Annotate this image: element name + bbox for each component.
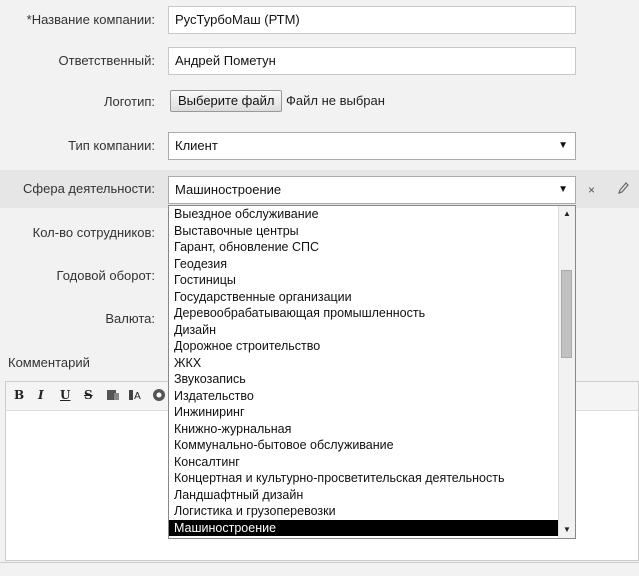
link-icon[interactable] bbox=[152, 388, 166, 405]
clear-icon[interactable]: × bbox=[588, 183, 596, 197]
dropdown-option[interactable]: Деревообрабатывающая промышленность bbox=[174, 306, 426, 320]
pencil-icon[interactable] bbox=[617, 181, 629, 198]
dropdown-option[interactable]: Выставочные центры bbox=[174, 223, 299, 238]
dropdown-option[interactable]: Гостиницы bbox=[174, 273, 236, 287]
dropdown-option[interactable]: Инжиниринг bbox=[174, 405, 245, 419]
file-status-text: Файл не выбран bbox=[286, 93, 385, 108]
dropdown-option[interactable]: Коммунально-бытовое обслуживание bbox=[174, 438, 394, 452]
annual-turnover-label: Годовой оборот: bbox=[56, 268, 155, 283]
logo-label: Логотип: bbox=[103, 94, 155, 109]
scroll-up-icon[interactable]: ▲ bbox=[563, 209, 571, 218]
dropdown-option[interactable]: Выездное обслуживание bbox=[174, 207, 319, 221]
dropdown-option[interactable]: Книжно-журнальная bbox=[174, 421, 292, 436]
bold-button[interactable]: B bbox=[14, 388, 25, 402]
dropdown-option[interactable]: Логистика и грузоперевозки bbox=[174, 504, 336, 518]
responsible-row bbox=[0, 47, 639, 75]
responsible-input[interactable]: Андрей Пометун bbox=[168, 47, 576, 75]
strikethrough-button[interactable]: S bbox=[84, 388, 93, 402]
dropdown-option[interactable]: Дизайн bbox=[174, 322, 217, 337]
dropdown-option[interactable]: Консалтинг bbox=[174, 454, 240, 469]
responsible-label: Ответственный: bbox=[58, 53, 155, 68]
company-type-label: Тип компании: bbox=[68, 138, 155, 153]
svg-text:A: A bbox=[134, 391, 141, 402]
chevron-down-icon: ▼ bbox=[558, 140, 568, 151]
company-name-input[interactable]: РусТурбоМаш (РТМ) bbox=[168, 6, 576, 34]
company-name-label: *Название компании: bbox=[26, 12, 155, 27]
industry-dropdown-list[interactable] bbox=[168, 205, 576, 539]
employees-label: Кол-во сотрудников: bbox=[32, 225, 155, 240]
currency-label: Валюта: bbox=[105, 311, 155, 326]
company-name-row bbox=[0, 6, 639, 34]
choose-file-button[interactable]: Выберите файл bbox=[170, 90, 282, 112]
comment-label: Комментарий bbox=[8, 355, 90, 370]
format-icon[interactable] bbox=[106, 388, 120, 405]
italic-button[interactable]: I bbox=[38, 388, 44, 402]
company-type-select[interactable] bbox=[168, 132, 576, 160]
dropdown-option[interactable]: Издательство bbox=[174, 388, 254, 403]
company-type-value: Клиент bbox=[175, 138, 218, 153]
font-color-icon[interactable] bbox=[128, 388, 144, 405]
industry-value: Машиностроение bbox=[175, 182, 282, 197]
scroll-down-icon[interactable]: ▼ bbox=[563, 525, 571, 534]
dropdown-option[interactable]: Звукозапись bbox=[174, 372, 246, 386]
dropdown-option[interactable]: ЖКХ bbox=[174, 355, 202, 370]
editor-bottom-border bbox=[0, 562, 639, 576]
industry-label: Сфера деятельности: bbox=[23, 181, 155, 196]
chevron-down-icon: ▼ bbox=[558, 184, 568, 195]
dropdown-option[interactable]: Государственные организации bbox=[174, 289, 352, 304]
dropdown-option[interactable]: Ландшафтный дизайн bbox=[174, 487, 304, 502]
industry-select[interactable] bbox=[168, 176, 576, 204]
underline-button[interactable]: U bbox=[60, 388, 71, 402]
dropdown-option[interactable]: Дорожное строительство bbox=[174, 339, 321, 353]
dropdown-option[interactable]: Машиностроение bbox=[169, 520, 575, 537]
dropdown-option[interactable]: Гарант, обновление СПС bbox=[174, 240, 320, 254]
scrollbar-thumb[interactable] bbox=[561, 270, 572, 358]
dropdown-option[interactable]: Геодезия bbox=[174, 256, 228, 271]
dropdown-scrollbar[interactable] bbox=[558, 206, 575, 538]
dropdown-option[interactable]: Концертная и культурно-просветительская деятельность bbox=[174, 471, 505, 485]
